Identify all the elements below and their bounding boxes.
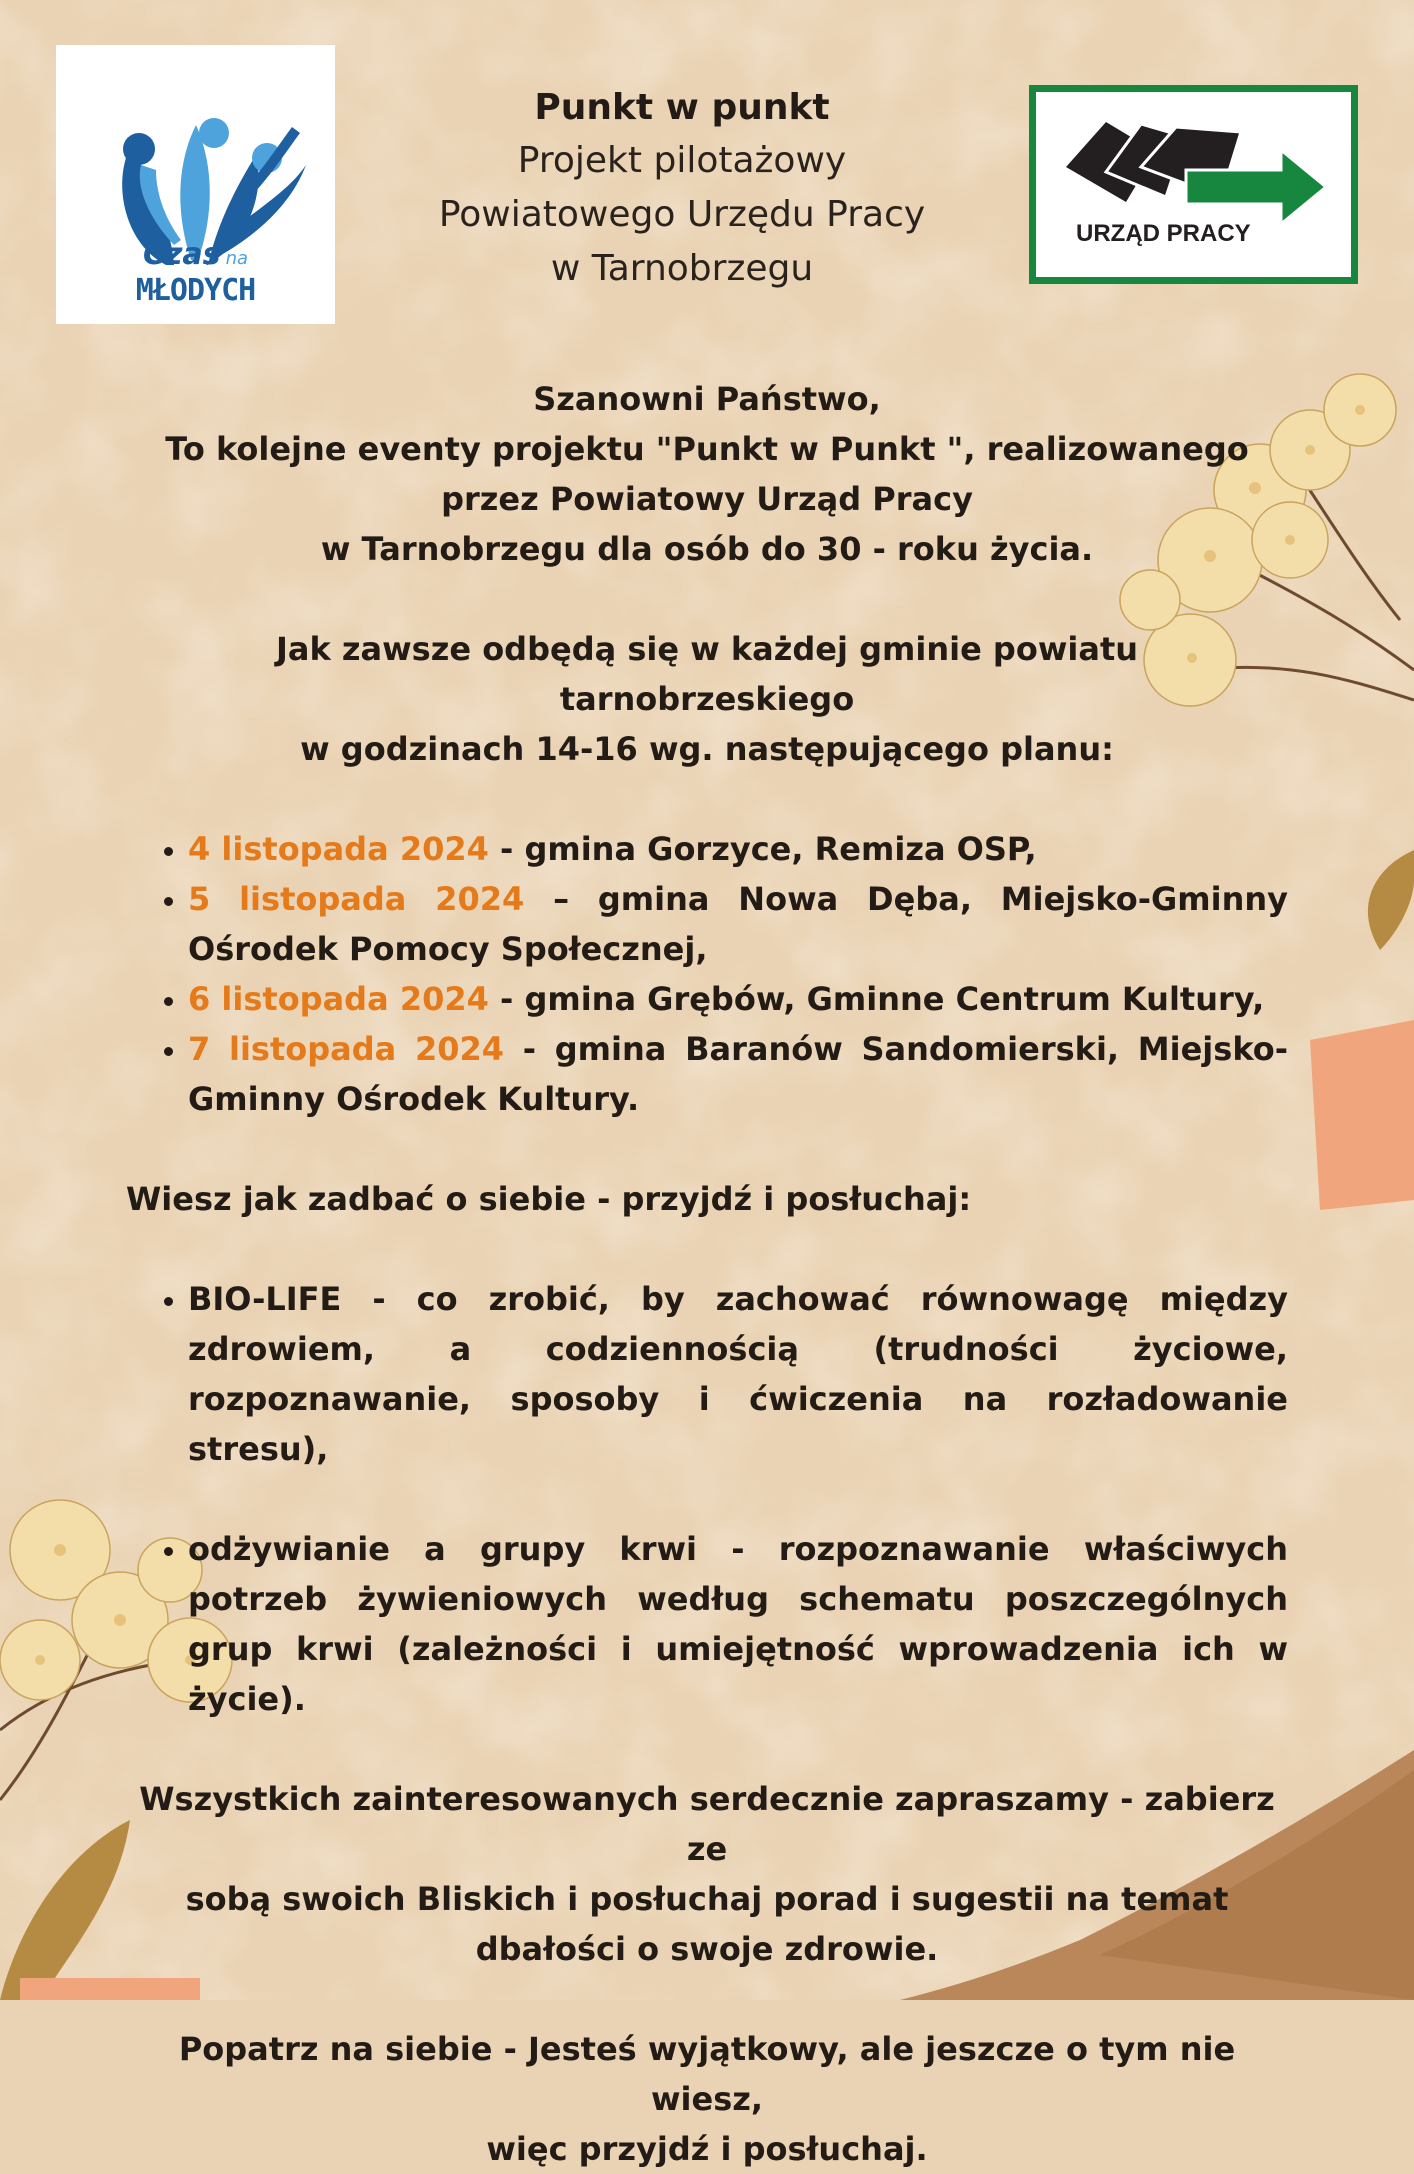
schedule-item	[188, 824, 1288, 874]
schedule-intro	[126, 624, 1288, 774]
document-header	[340, 82, 1024, 296]
topic-item-bio-life: • BIO-LIFE - co zrobić, by zachować równowagę między zdrowiem, a codziennością (trudności życiowe, rozpoznawanie, sposoby i ćwiczenia na rozładowanie stresu),	[188, 1274, 1288, 1474]
header-line-1: Projekt pilotażowy	[517, 140, 847, 181]
schedule-place: - gmina Gorzyce, Remiza OSP,	[488, 830, 1037, 868]
main-content	[126, 374, 1288, 2174]
topics-list-2	[126, 1524, 1288, 1724]
closing-line-1: Popatrz na siebie - Jesteś wyjątkowy, ale jeszcze o tym nie wiesz,	[178, 2030, 1236, 2118]
logo-brand-bottom: MŁODYCH	[135, 273, 256, 308]
intro-greeting: Szanowni Państwo,	[533, 380, 881, 418]
urzad-pracy-logo	[1029, 85, 1358, 284]
schedule-item	[188, 1024, 1288, 1124]
schedule-place: – gmina Nowa Dęba, Miejsko-Gminny Ośrodek Pomocy Społecznej,	[188, 880, 1289, 968]
cards-arrow-logo-icon	[1036, 92, 1351, 277]
intro-line-4: w Tarnobrzegu dla osób do 30 - roku życia.	[320, 530, 1094, 568]
schedule-list	[126, 824, 1288, 1124]
orange-paper-scrap-decoration	[1300, 1020, 1414, 1210]
invitation-line-1: Wszystkich zainteresowanych serdecznie zapraszamy - zabierz ze	[139, 1780, 1275, 1868]
czas-na-mlodych-logo	[56, 45, 335, 324]
schedule-item	[188, 874, 1288, 974]
intro-line-2: To kolejne eventy projektu "Punkt w Punkt ", realizowanego	[165, 430, 1249, 468]
topics-list	[126, 1274, 1288, 1474]
urzad-pracy-logo-text: URZĄD PRACY	[1076, 220, 1251, 247]
logo-brand-small: na	[225, 248, 249, 269]
invitation-line-2: sobą swoich Bliskich i posłuchaj porad i sugestii na temat	[185, 1880, 1229, 1918]
schedule-intro-line-2: w godzinach 14-16 wg. następującego planu:	[300, 730, 1114, 768]
closing-line-2: więc przyjdź i posłuchaj.	[486, 2130, 928, 2168]
topics-intro: Wiesz jak zadbać o siebie - przyjdź i posłuchaj:	[126, 1180, 972, 1218]
header-title: Punkt w punkt	[534, 87, 830, 128]
invitation	[126, 1774, 1288, 1974]
schedule-intro-line-1: Jak zawsze odbędą się w każdej gminie powiatu tarnobrzeskiego	[275, 630, 1139, 718]
intro-section	[126, 374, 1288, 574]
schedule-item	[188, 974, 1288, 1024]
dried-leaf-left-decoration	[0, 1810, 140, 2000]
schedule-place: - gmina Baranów Sandomierski, Miejsko-Gminny Ośrodek Kultury.	[188, 1030, 1289, 1118]
closing	[126, 2024, 1288, 2174]
header-line-2: Powiatowego Urzędu Pracy	[438, 194, 926, 235]
logo-brand-top: Czas	[142, 237, 221, 272]
schedule-date: 7 listopada 2024	[188, 1030, 505, 1068]
schedule-date: 5 listopada 2024	[188, 880, 525, 918]
topic-item-nutrition: • odżywianie a grupy krwi - rozpoznawanie właściwych potrzeb żywieniowych według schematu poszczególnych grup krwi (zależności i umiejętność wprowadzenia ich w życie).	[188, 1524, 1288, 1724]
schedule-date: 4 listopada 2024	[188, 830, 489, 868]
invitation-line-3: dbałości o swoje zdrowie.	[475, 1930, 939, 1968]
intro-line-3: przez Powiatowy Urząd Pracy	[441, 480, 973, 518]
header-line-3: w Tarnobrzegu	[550, 248, 814, 289]
schedule-date: 6 listopada 2024	[188, 980, 489, 1018]
schedule-place: - gmina Grębów, Gminne Centrum Kultury,	[488, 980, 1265, 1018]
dried-leaf-right-decoration	[1350, 840, 1414, 960]
